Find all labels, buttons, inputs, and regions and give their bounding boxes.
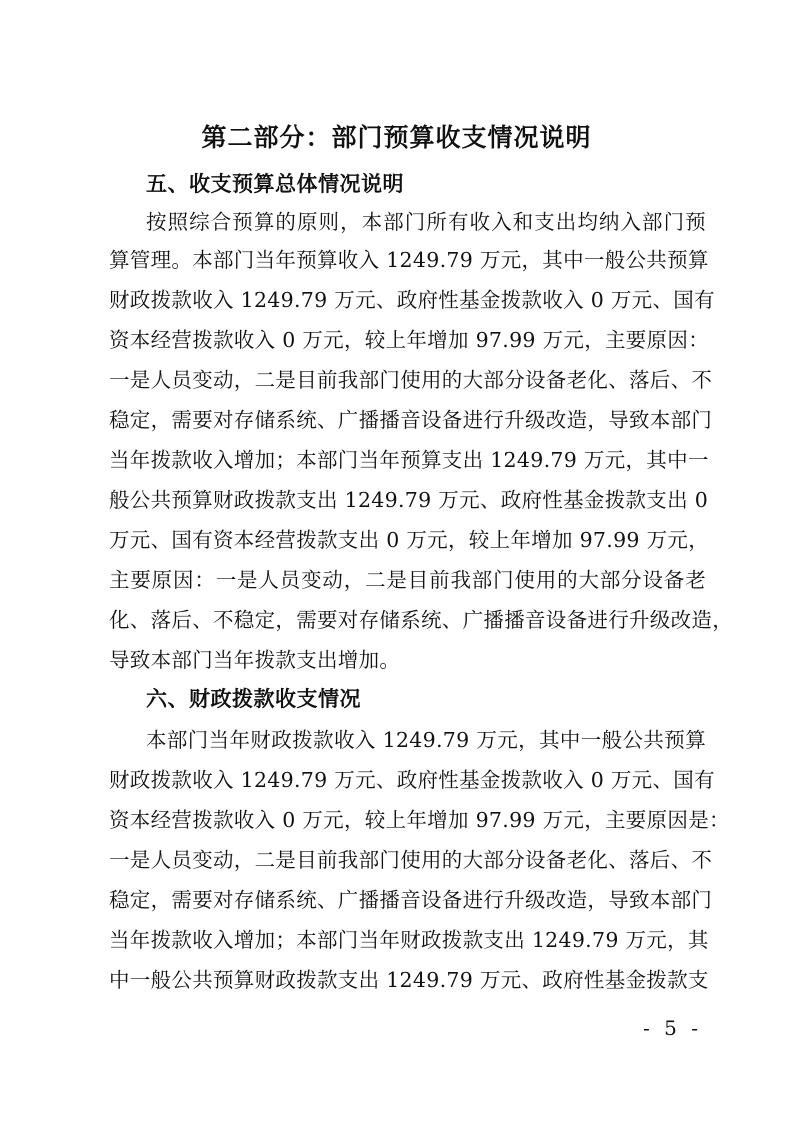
paragraph-line: 导致本部门当年拨款支出增加。 bbox=[109, 648, 401, 672]
paragraph-line: 算管理。本部门当年预算收入 1249.79 万元，其中一般公共预算 bbox=[109, 248, 709, 272]
paragraph-line: 化、落后、不稳定，需要对存储系统、广播播音设备进行升级改造， bbox=[109, 608, 733, 632]
paragraph-line: 稳定，需要对存储系统、广播播音设备进行升级改造，导致本部门 bbox=[109, 408, 713, 432]
paragraph-line: 财政拨款收入 1249.79 万元、政府性基金拨款收入 0 万元、国有 bbox=[109, 288, 715, 312]
page-title: 第二部分：部门预算收支情况说明 bbox=[201, 123, 592, 152]
paragraph-line: 一是人员变动，二是目前我部门使用的大部分设备老化、落后、不 bbox=[109, 368, 713, 392]
page-number: - 5 - bbox=[643, 1016, 702, 1040]
paragraph-line: 按照综合预算的原则，本部门所有收入和支出均纳入部门预 bbox=[146, 210, 706, 234]
paragraph-line: 般公共预算财政拨款支出 1249.79 万元、政府性基金拨款支出 0 bbox=[109, 488, 709, 512]
paragraph-line: 本部门当年财政拨款收入 1249.79 万元，其中一般公共预算 bbox=[146, 728, 706, 752]
paragraph-line: 中一般公共预算财政拨款支出 1249.79 万元、政府性基金拨款支 bbox=[109, 968, 709, 992]
paragraph-line: 主要原因：一是人员变动，二是目前我部门使用的大部分设备老 bbox=[109, 568, 706, 592]
paragraph-line: 资本经营拨款收入 0 万元，较上年增加 97.99 万元，主要原因是： bbox=[109, 808, 730, 832]
paragraph-line: 稳定，需要对存储系统、广播播音设备进行升级改造，导致本部门 bbox=[109, 888, 713, 912]
paragraph-line: 当年拨款收入增加；本部门当年预算支出 1249.79 万元，其中一 bbox=[109, 448, 709, 472]
section-heading-6: 六、财政拨款收支情况 bbox=[146, 686, 361, 711]
paragraph-line: 当年拨款收入增加；本部门当年财政拨款支出 1249.79 万元，其 bbox=[109, 928, 709, 952]
section-heading-5: 五、收支预算总体情况说明 bbox=[146, 171, 404, 196]
paragraph-line: 一是人员变动，二是目前我部门使用的大部分设备老化、落后、不 bbox=[109, 848, 713, 872]
paragraph-line: 万元、国有资本经营拨款支出 0 万元，较上年增加 97.99 万元， bbox=[109, 528, 709, 552]
paragraph-line: 财政拨款收入 1249.79 万元、政府性基金拨款收入 0 万元、国有 bbox=[109, 768, 715, 792]
paragraph-line: 资本经营拨款收入 0 万元，较上年增加 97.99 万元，主要原因： bbox=[109, 328, 709, 352]
